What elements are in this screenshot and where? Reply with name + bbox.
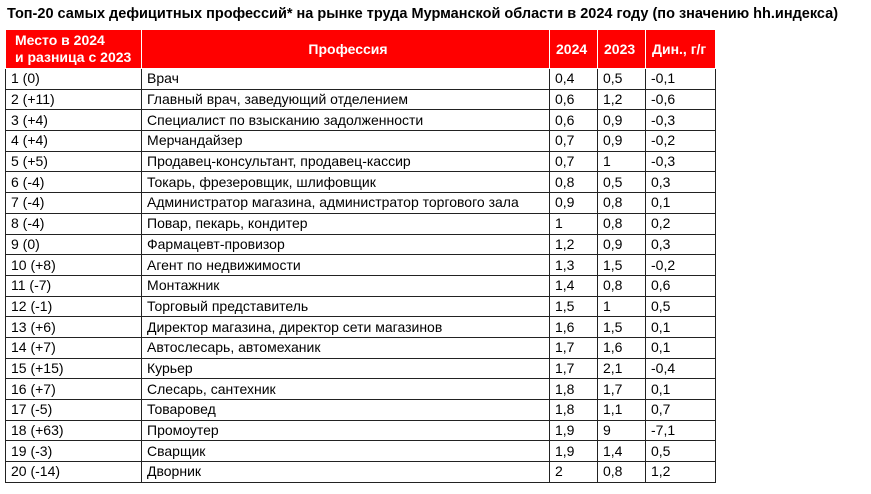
table-row [6,296,716,317]
profession-cell: Промоутер [142,420,550,441]
place-cell: 17 (-5) [6,400,142,421]
place-cell: 10 (+8) [6,255,142,276]
value-2024-cell: 1,8 [550,400,598,421]
header-place-line2: и разница с 2023 [15,49,132,65]
dynamics-cell: 1,2 [646,462,716,483]
table-row [6,275,716,296]
profession-cell: Дворник [142,462,550,483]
value-2023-cell: 0,9 [598,234,646,255]
value-2023-cell: 0,9 [598,131,646,152]
place-cell: 19 (-3) [6,441,142,462]
dynamics-cell: -0,1 [646,69,716,90]
profession-cell: Главный врач, заведующий отделением [142,89,550,110]
table-row [6,172,716,193]
value-2024-cell: 1,2 [550,234,598,255]
dynamics-cell: -0,2 [646,255,716,276]
profession-cell: Повар, пекарь, кондитер [142,213,550,234]
profession-cell: Токарь, фрезеровщик, шлифовщик [142,172,550,193]
table-row [6,131,716,152]
place-cell: 7 (-4) [6,193,142,214]
header-dynamics: Дин., г/г [646,30,716,69]
profession-cell: Монтажник [142,275,550,296]
value-2024-cell: 1,8 [550,379,598,400]
place-cell: 13 (+6) [6,317,142,338]
value-2023-cell: 0,8 [598,275,646,296]
table-row [6,151,716,172]
dynamics-cell: 0,6 [646,275,716,296]
value-2024-cell: 1,7 [550,358,598,379]
header-2023: 2023 [598,30,646,69]
page-title: Топ-20 самых дефицитных профессий* на рынке труда Мурманской области в 2024 году (по значению hh.индекса) [7,6,839,22]
value-2023-cell: 0,8 [598,193,646,214]
place-cell: 18 (+63) [6,420,142,441]
dynamics-cell: 0,5 [646,296,716,317]
place-cell: 12 (-1) [6,296,142,317]
profession-cell: Фармацевт-провизор [142,234,550,255]
dynamics-cell: 0,2 [646,213,716,234]
dynamics-cell: 0,1 [646,337,716,358]
value-2024-cell: 1,5 [550,296,598,317]
place-cell: 20 (-14) [6,462,142,483]
place-cell: 14 (+7) [6,337,142,358]
table-row [6,379,716,400]
dynamics-cell: -7,1 [646,420,716,441]
dynamics-cell: 0,5 [646,441,716,462]
value-2024-cell: 0,8 [550,172,598,193]
profession-cell: Директор магазина, директор сети магазинов [142,317,550,338]
value-2023-cell: 1,2 [598,89,646,110]
table-row [6,234,716,255]
value-2023-cell: 1,4 [598,441,646,462]
table-header-row [6,30,716,69]
dynamics-cell: -0,3 [646,151,716,172]
profession-cell: Администратор магазина, администратор торгового зала [142,193,550,214]
value-2023-cell: 1,5 [598,255,646,276]
value-2023-cell: 0,8 [598,462,646,483]
dynamics-cell: -0,6 [646,89,716,110]
value-2024-cell: 1,3 [550,255,598,276]
profession-cell: Автослесарь, автомеханик [142,337,550,358]
value-2024-cell: 1 [550,213,598,234]
place-cell: 9 (0) [6,234,142,255]
value-2023-cell: 9 [598,420,646,441]
profession-cell: Врач [142,69,550,90]
value-2024-cell: 1,9 [550,420,598,441]
place-cell: 5 (+5) [6,151,142,172]
table-row [6,255,716,276]
table-row [6,462,716,483]
profession-cell: Товаровед [142,400,550,421]
dynamics-cell: 0,7 [646,400,716,421]
dynamics-cell: 0,1 [646,317,716,338]
profession-cell: Агент по недвижимости [142,255,550,276]
table-row [6,337,716,358]
dynamics-cell: 0,1 [646,193,716,214]
place-cell: 2 (+11) [6,89,142,110]
value-2023-cell: 1 [598,151,646,172]
table-row [6,89,716,110]
value-2024-cell: 0,6 [550,110,598,131]
table-row [6,213,716,234]
value-2024-cell: 0,9 [550,193,598,214]
header-2024: 2024 [550,30,598,69]
value-2024-cell: 1,9 [550,441,598,462]
value-2024-cell: 1,6 [550,317,598,338]
place-cell: 1 (0) [6,69,142,90]
table-row [6,400,716,421]
table-row [6,110,716,131]
profession-cell: Сварщик [142,441,550,462]
profession-cell: Продавец-консультант, продавец-кассир [142,151,550,172]
value-2023-cell: 0,5 [598,172,646,193]
deficit-professions-table [5,29,716,483]
dynamics-cell: -0,2 [646,131,716,152]
value-2023-cell: 1 [598,296,646,317]
value-2024-cell: 1,4 [550,275,598,296]
dynamics-cell: 0,1 [646,379,716,400]
table-row [6,358,716,379]
value-2023-cell: 0,8 [598,213,646,234]
place-cell: 6 (-4) [6,172,142,193]
table-row [6,193,716,214]
header-place-line1: Место в 2024 [15,32,105,48]
value-2024-cell: 0,6 [550,89,598,110]
table-row [6,69,716,90]
place-cell: 8 (-4) [6,213,142,234]
value-2024-cell: 0,7 [550,151,598,172]
profession-cell: Курьер [142,358,550,379]
profession-cell: Торговый представитель [142,296,550,317]
value-2024-cell: 2 [550,462,598,483]
table-row [6,420,716,441]
place-cell: 15 (+15) [6,358,142,379]
dynamics-cell: 0,3 [646,234,716,255]
place-cell: 11 (-7) [6,275,142,296]
place-cell: 4 (+4) [6,131,142,152]
value-2023-cell: 0,9 [598,110,646,131]
value-2023-cell: 1,5 [598,317,646,338]
value-2023-cell: 1,7 [598,379,646,400]
value-2023-cell: 2,1 [598,358,646,379]
dynamics-cell: -0,3 [646,110,716,131]
place-cell: 16 (+7) [6,379,142,400]
dynamics-cell: -0,4 [646,358,716,379]
header-place [6,30,142,69]
header-profession: Профессия [142,30,550,69]
value-2023-cell: 1,1 [598,400,646,421]
profession-cell: Слесарь, сантехник [142,379,550,400]
value-2024-cell: 1,7 [550,337,598,358]
value-2023-cell: 1,6 [598,337,646,358]
dynamics-cell: 0,3 [646,172,716,193]
value-2024-cell: 0,4 [550,69,598,90]
value-2024-cell: 0,7 [550,131,598,152]
table-row [6,441,716,462]
place-cell: 3 (+4) [6,110,142,131]
table-row [6,317,716,338]
profession-cell: Специалист по взысканию задолженности [142,110,550,131]
value-2023-cell: 0,5 [598,69,646,90]
profession-cell: Мерчандайзер [142,131,550,152]
